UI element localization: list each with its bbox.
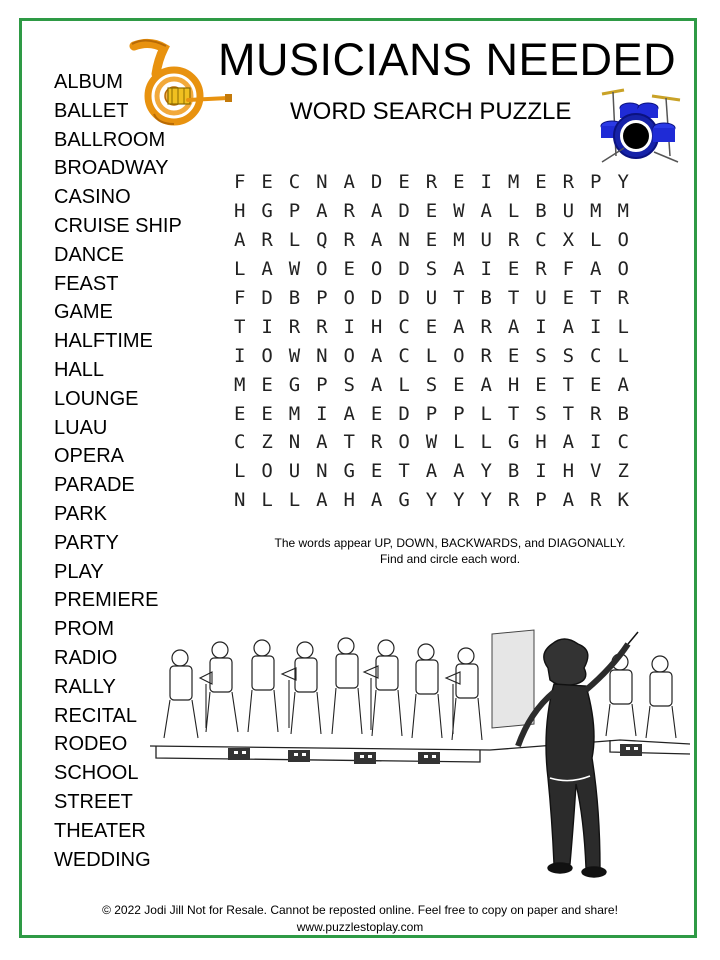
- grid-letter: I: [590, 431, 602, 454]
- grid-letter: C: [535, 229, 547, 252]
- word-list-item: PREMIERE: [54, 589, 159, 612]
- grid-row: [226, 226, 637, 255]
- grid-letter: T: [507, 287, 520, 309]
- grid-letter: E: [370, 460, 383, 483]
- grid-letter: I: [535, 315, 547, 338]
- grid-letter: L: [617, 344, 629, 367]
- grid-letter: A: [480, 200, 492, 223]
- grid-letter: E: [453, 171, 465, 194]
- grid-letter: W: [288, 258, 301, 281]
- word-list-item: RECITAL: [54, 704, 137, 727]
- grid-letter: C: [590, 344, 602, 367]
- marching-band-conductor-illustration: [150, 628, 690, 878]
- grid-letter: B: [617, 402, 629, 425]
- grid-letter: V: [590, 460, 602, 483]
- grid-letter: O: [617, 258, 629, 281]
- word-list-item: WEDDING: [54, 848, 151, 871]
- grid-letter: U: [562, 200, 575, 223]
- grid-letter: D: [398, 287, 410, 309]
- grid-letter: M: [233, 373, 246, 396]
- grid-letter: W: [453, 200, 465, 223]
- word-list-item: GAME: [54, 301, 113, 324]
- grid-row: [226, 486, 637, 515]
- grid-letter: H: [507, 373, 520, 396]
- word-list-item: HALL: [54, 358, 105, 381]
- drum-kit-icon: [594, 86, 684, 164]
- grid-letter: D: [370, 287, 383, 309]
- grid-letter: R: [480, 344, 492, 367]
- grid-letter: A: [370, 229, 383, 252]
- grid-letter: P: [425, 402, 438, 425]
- grid-letter: A: [425, 460, 438, 483]
- grid-letter: A: [343, 171, 355, 194]
- grid-letter: T: [453, 287, 465, 309]
- page-title: MUSICIANS NEEDED: [218, 34, 677, 85]
- grid-letter: I: [480, 258, 492, 281]
- grid-letter: E: [507, 344, 520, 367]
- word-list-item: ALBUM: [54, 71, 123, 93]
- grid-letter: Z: [617, 460, 629, 483]
- grid-letter: T: [590, 287, 602, 309]
- grid-letter: N: [316, 344, 328, 367]
- grid-letter: H: [343, 489, 355, 512]
- word-list-item: OPERA: [54, 445, 125, 468]
- grid-letter: O: [343, 287, 355, 309]
- grid-letter: F: [233, 171, 246, 194]
- grid-letter: E: [425, 200, 438, 223]
- word-list-item: BALLROOM: [54, 128, 166, 151]
- word-list-item: SCHOOL: [54, 762, 139, 785]
- grid-row: [226, 284, 637, 313]
- grid-letter: R: [425, 171, 438, 194]
- grid-letter: L: [233, 460, 246, 483]
- grid-letter: R: [617, 287, 629, 309]
- grid-letter: S: [535, 344, 547, 367]
- word-list-item: LOUNGE: [54, 387, 139, 410]
- word-list-item: PLAY: [54, 560, 104, 583]
- grid-letter: G: [507, 431, 520, 454]
- footer: [30, 902, 690, 936]
- grid-letter: A: [480, 373, 492, 396]
- grid-letter: Q: [316, 229, 328, 252]
- grid-letter: M: [590, 200, 602, 223]
- instructions: [240, 535, 660, 567]
- grid-letter: C: [233, 431, 246, 454]
- grid-letter: B: [507, 460, 520, 483]
- grid-letter: A: [453, 315, 465, 338]
- grid-letter: D: [370, 171, 383, 194]
- grid-letter: T: [343, 431, 355, 454]
- grid-letter: A: [562, 431, 575, 454]
- grid-letter: M: [453, 229, 465, 252]
- grid-letter: Y: [617, 171, 629, 194]
- instructions-line-2: Find and circle each word.: [379, 552, 521, 566]
- grid-letter: U: [288, 460, 301, 483]
- grid-letter: D: [261, 287, 273, 309]
- word-list-item: STREET: [54, 790, 133, 813]
- grid-letter: T: [507, 402, 520, 425]
- grid-row: [226, 197, 637, 226]
- word-list-item: BALLET: [54, 99, 129, 122]
- grid-letter: S: [425, 373, 438, 396]
- word-list-item: CASINO: [54, 186, 131, 209]
- grid-letter: P: [316, 287, 328, 309]
- grid-letter: E: [261, 373, 273, 396]
- grid-letter: Y: [425, 489, 438, 512]
- grid-letter: G: [343, 460, 355, 483]
- grid-letter: I: [233, 344, 246, 367]
- grid-letter: E: [343, 258, 355, 281]
- grid-letter: R: [343, 200, 355, 223]
- grid-letter: N: [288, 431, 301, 454]
- word-list-item: RALLY: [54, 675, 116, 698]
- grid-letter: U: [425, 287, 438, 309]
- grid-letter: G: [398, 489, 410, 512]
- word-list-item: PARK: [54, 502, 107, 525]
- grid-letter: L: [617, 315, 629, 338]
- grid-letter: H: [233, 200, 246, 223]
- grid-letter: I: [535, 460, 547, 483]
- page-subtitle: WORD SEARCH PUZZLE: [290, 98, 572, 125]
- grid-letter: E: [453, 373, 465, 396]
- grid-letter: S: [535, 402, 547, 425]
- grid-row: [226, 312, 637, 341]
- grid-letter: E: [535, 373, 547, 396]
- grid-letter: P: [535, 489, 547, 512]
- grid-letter: X: [562, 229, 575, 252]
- grid-letter: I: [261, 315, 273, 338]
- grid-letter: E: [590, 373, 602, 396]
- grid-letter: E: [261, 402, 273, 425]
- grid-letter: Z: [261, 431, 273, 454]
- grid-letter: H: [370, 315, 383, 338]
- footer-copyright: © 2022 Jodi Jill Not for Resale. Cannot be reposted online. Feel free to copy on paper and share!: [102, 903, 618, 917]
- grid-letter: N: [316, 171, 328, 194]
- grid-letter: R: [261, 229, 273, 252]
- letter-grid: [226, 168, 637, 515]
- grid-letter: E: [425, 315, 438, 338]
- grid-letter: O: [261, 460, 273, 483]
- grid-letter: D: [398, 258, 410, 281]
- grid-letter: N: [233, 489, 246, 512]
- grid-row: [226, 399, 637, 428]
- grid-letter: L: [453, 431, 465, 454]
- grid-letter: A: [562, 489, 575, 512]
- grid-letter: E: [535, 171, 547, 194]
- grid-row: [226, 255, 637, 284]
- word-list-item: PARTY: [54, 531, 119, 554]
- grid-letter: W: [288, 344, 301, 367]
- grid-letter: R: [480, 315, 492, 338]
- grid-letter: L: [507, 200, 520, 223]
- grid-letter: H: [535, 431, 547, 454]
- grid-letter: L: [590, 229, 602, 252]
- grid-letter: F: [233, 287, 246, 309]
- grid-letter: A: [316, 489, 328, 512]
- grid-letter: R: [316, 315, 328, 338]
- grid-letter: R: [370, 431, 383, 454]
- grid-letter: L: [398, 373, 410, 396]
- footer-website[interactable]: www.puzzlestoplay.com: [296, 920, 424, 934]
- grid-letter: E: [261, 171, 273, 194]
- grid-letter: A: [590, 258, 602, 281]
- word-list-item: BROADWAY: [54, 157, 169, 180]
- word-list-item: HALFTIME: [54, 330, 153, 353]
- grid-letter: O: [370, 258, 383, 281]
- grid-letter: A: [562, 315, 575, 338]
- grid-letter: A: [453, 258, 465, 281]
- grid-letter: O: [316, 258, 328, 281]
- grid-letter: R: [343, 229, 355, 252]
- word-list-item: RODEO: [54, 733, 128, 756]
- grid-letter: U: [480, 229, 492, 252]
- grid-letter: A: [343, 402, 355, 425]
- word-list-item: DANCE: [54, 243, 125, 266]
- grid-letter: R: [507, 489, 520, 512]
- grid-letter: D: [398, 200, 410, 223]
- grid-letter: M: [507, 171, 520, 194]
- word-list-item: PARADE: [54, 474, 135, 497]
- grid-letter: F: [562, 258, 575, 281]
- grid-letter: L: [233, 258, 246, 281]
- word-list-item: THEATER: [54, 819, 146, 842]
- grid-letter: C: [617, 431, 629, 454]
- grid-letter: E: [233, 402, 246, 425]
- grid-letter: S: [343, 373, 355, 396]
- grid-letter: M: [288, 402, 301, 425]
- grid-letter: G: [261, 200, 273, 223]
- grid-letter: O: [617, 229, 629, 252]
- grid-letter: O: [343, 344, 355, 367]
- grid-letter: T: [562, 402, 575, 425]
- word-list-item: LUAU: [54, 416, 108, 439]
- grid-letter: A: [370, 489, 383, 512]
- grid-letter: W: [425, 431, 438, 454]
- grid-letter: E: [398, 171, 410, 194]
- grid-letter: E: [370, 402, 383, 425]
- grid-letter: G: [288, 373, 301, 396]
- grid-letter: T: [562, 373, 575, 396]
- grid-letter: E: [562, 287, 575, 309]
- grid-letter: R: [507, 229, 520, 252]
- grid-letter: L: [288, 229, 301, 252]
- grid-letter: O: [453, 344, 465, 367]
- grid-letter: C: [398, 344, 410, 367]
- grid-letter: B: [480, 287, 492, 309]
- word-list-item: CRUISE SHIP: [54, 214, 182, 237]
- grid-letter: D: [398, 402, 410, 425]
- grid-letter: R: [562, 171, 575, 194]
- grid-letter: A: [261, 258, 273, 281]
- grid-letter: B: [288, 287, 301, 309]
- grid-row: [226, 457, 637, 486]
- grid-letter: R: [535, 258, 547, 281]
- grid-letter: R: [590, 489, 602, 512]
- grid-letter: C: [398, 315, 410, 338]
- grid-letter: P: [288, 200, 301, 223]
- grid-letter: N: [398, 229, 410, 252]
- grid-letter: A: [233, 229, 246, 252]
- grid-letter: P: [590, 171, 602, 194]
- grid-letter: E: [425, 229, 438, 252]
- grid-letter: Y: [453, 489, 465, 512]
- grid-letter: I: [480, 171, 492, 194]
- grid-letter: M: [617, 200, 629, 223]
- grid-letter: S: [562, 344, 575, 367]
- grid-letter: P: [453, 402, 465, 425]
- grid-letter: A: [370, 344, 383, 367]
- grid-letter: L: [288, 489, 301, 512]
- grid-letter: B: [535, 200, 547, 223]
- grid-letter: E: [507, 258, 520, 281]
- grid-row: [226, 168, 637, 197]
- grid-letter: R: [590, 402, 602, 425]
- grid-letter: U: [535, 287, 547, 309]
- grid-letter: S: [425, 258, 438, 281]
- grid-letter: A: [617, 373, 629, 396]
- grid-letter: L: [480, 402, 492, 425]
- grid-letter: A: [370, 373, 383, 396]
- grid-row: [226, 341, 637, 370]
- grid-letter: O: [261, 344, 273, 367]
- word-list-item: PROM: [54, 618, 114, 641]
- grid-letter: A: [316, 200, 328, 223]
- grid-letter: N: [316, 460, 328, 483]
- grid-row: [226, 370, 637, 399]
- grid-letter: A: [507, 315, 520, 338]
- grid-letter: H: [562, 460, 575, 483]
- grid-letter: Y: [480, 489, 492, 512]
- grid-letter: L: [261, 489, 273, 512]
- grid-letter: A: [370, 200, 383, 223]
- grid-letter: L: [425, 344, 438, 367]
- grid-letter: R: [288, 315, 301, 338]
- word-list-item: RADIO: [54, 646, 118, 669]
- grid-row: [226, 428, 637, 457]
- word-list-item: FEAST: [54, 272, 119, 295]
- grid-letter: T: [233, 315, 246, 338]
- grid-letter: Y: [480, 460, 492, 483]
- grid-letter: I: [590, 315, 602, 338]
- grid-letter: L: [480, 431, 492, 454]
- grid-letter: P: [316, 373, 328, 396]
- grid-letter: O: [398, 431, 410, 454]
- grid-letter: I: [343, 315, 355, 338]
- grid-letter: C: [288, 171, 301, 194]
- instructions-line-1: The words appear UP, DOWN, BACKWARDS, and DIAGONALLY.: [274, 536, 626, 550]
- grid-letter: T: [398, 460, 410, 483]
- grid-letter: A: [453, 460, 465, 483]
- grid-letter: A: [316, 431, 328, 454]
- grid-letter: I: [316, 402, 328, 425]
- grid-letter: K: [617, 489, 629, 512]
